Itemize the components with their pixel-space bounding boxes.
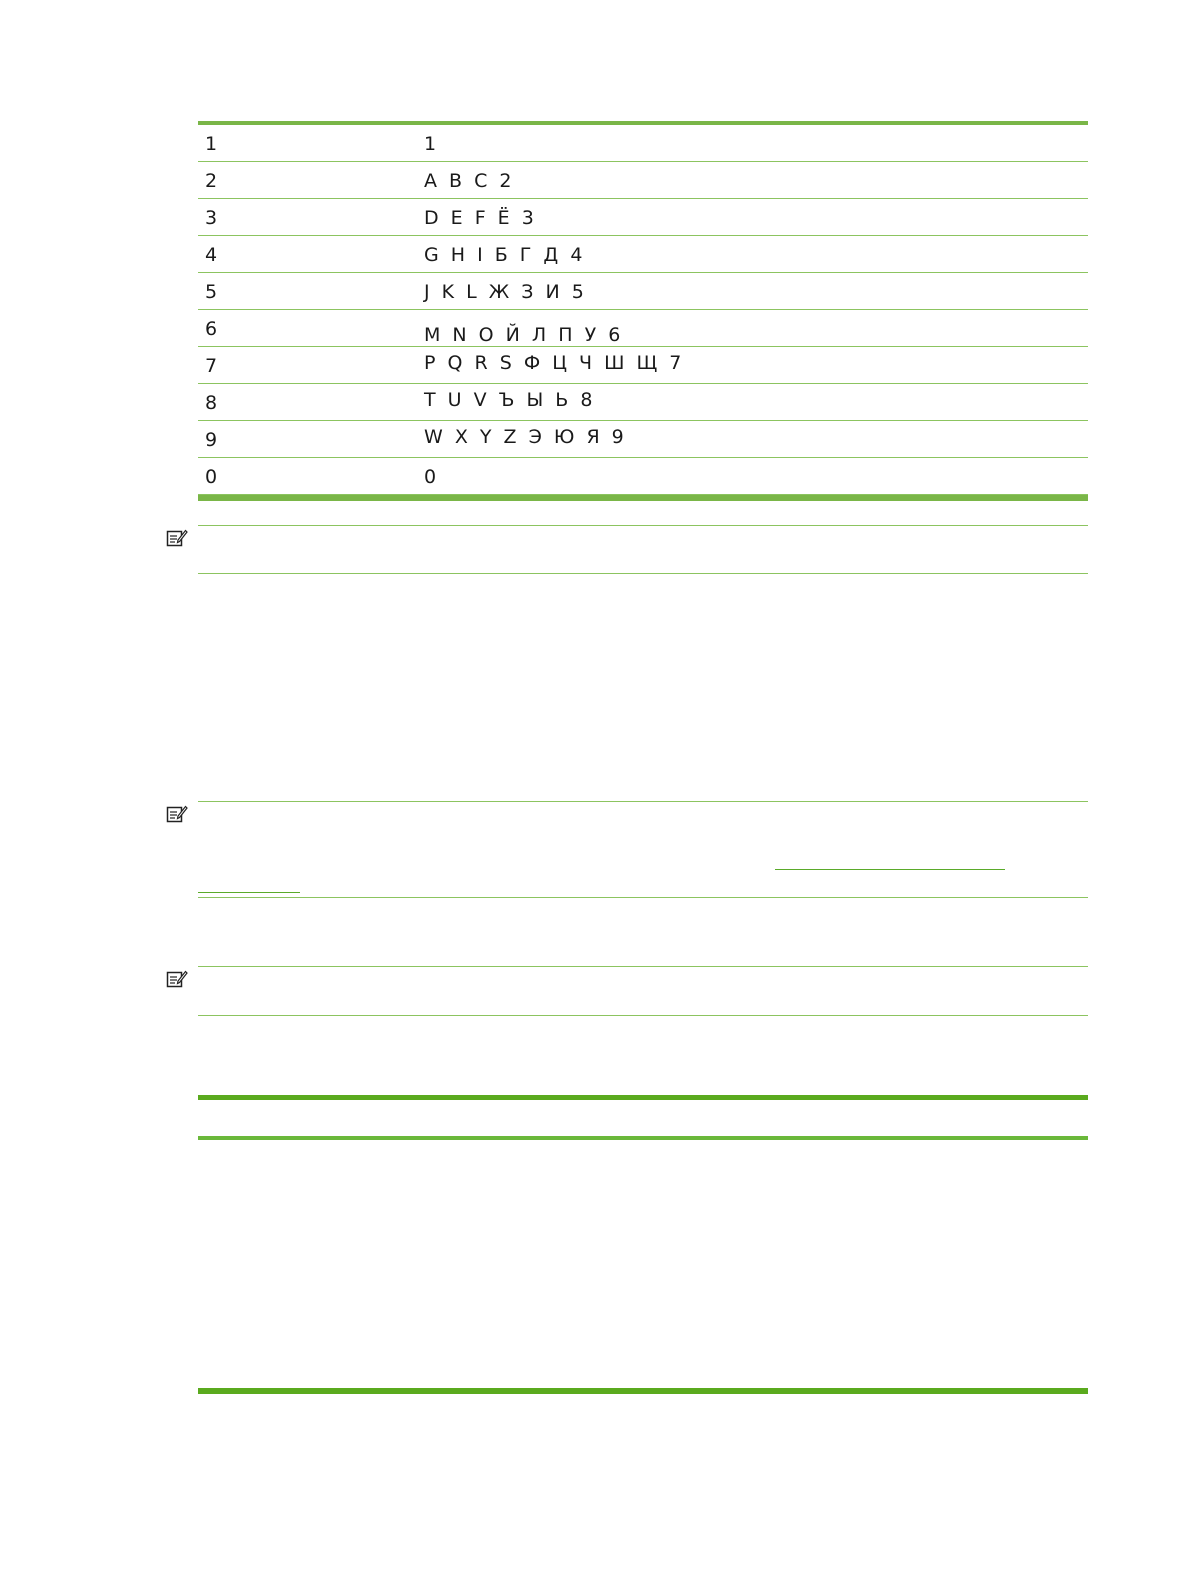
letters-cell: A B C 2: [424, 170, 515, 192]
key-cell: 4: [205, 244, 219, 266]
table-row: [198, 458, 1088, 495]
key-cell: 3: [205, 207, 219, 229]
note-icon: [166, 528, 188, 548]
table-row: [198, 125, 1088, 162]
table-row: [198, 162, 1088, 199]
table-row: [198, 199, 1088, 236]
letters-cell: D E F Ё 3: [424, 207, 537, 229]
key-cell: 8: [205, 392, 219, 414]
letters-cell: M N O Й Л П У 6: [424, 324, 624, 346]
key-cell: 9: [205, 429, 219, 451]
key-cell: 6: [205, 318, 219, 340]
letters-cell: G H I Б Г Д 4: [424, 244, 586, 266]
link-underline[interactable]: [198, 892, 300, 893]
note-icon: [166, 969, 188, 989]
key-cell: 1: [205, 133, 219, 155]
table-row: [198, 310, 1088, 347]
letters-cell: W X Y Z Э Ю Я 9: [424, 426, 627, 448]
note-top-divider: [198, 525, 1088, 526]
letters-cell: P Q R S Ф Ц Ч Ш Щ 7: [424, 352, 685, 374]
table-row: [198, 236, 1088, 273]
table-header-rule: [198, 1136, 1088, 1140]
table-top-rule: [198, 1095, 1088, 1100]
table-row: [198, 273, 1088, 310]
table-row: [198, 384, 1088, 421]
letters-cell: 0: [424, 466, 440, 488]
table-bottom-rule: [198, 1388, 1088, 1394]
letters-cell: J K L Ж З И 5: [424, 281, 587, 303]
key-cell: 7: [205, 355, 219, 377]
link-underline[interactable]: [775, 869, 1005, 870]
note-top-divider: [198, 966, 1088, 967]
table-bottom-rule: [198, 495, 1088, 501]
key-letter-table: [198, 121, 1088, 501]
note-icon: [166, 804, 188, 824]
note-bottom-divider: [198, 1015, 1088, 1016]
table-row: [198, 421, 1088, 458]
note-bottom-divider: [198, 897, 1088, 898]
key-cell: 2: [205, 170, 219, 192]
note-top-divider: [198, 801, 1088, 802]
key-cell: 0: [205, 466, 219, 488]
letters-cell: 1: [424, 133, 440, 155]
table-row: [198, 347, 1088, 384]
note-bottom-divider: [198, 573, 1088, 574]
letters-cell: T U V Ъ Ы Ь 8: [424, 389, 596, 411]
key-cell: 5: [205, 281, 219, 303]
